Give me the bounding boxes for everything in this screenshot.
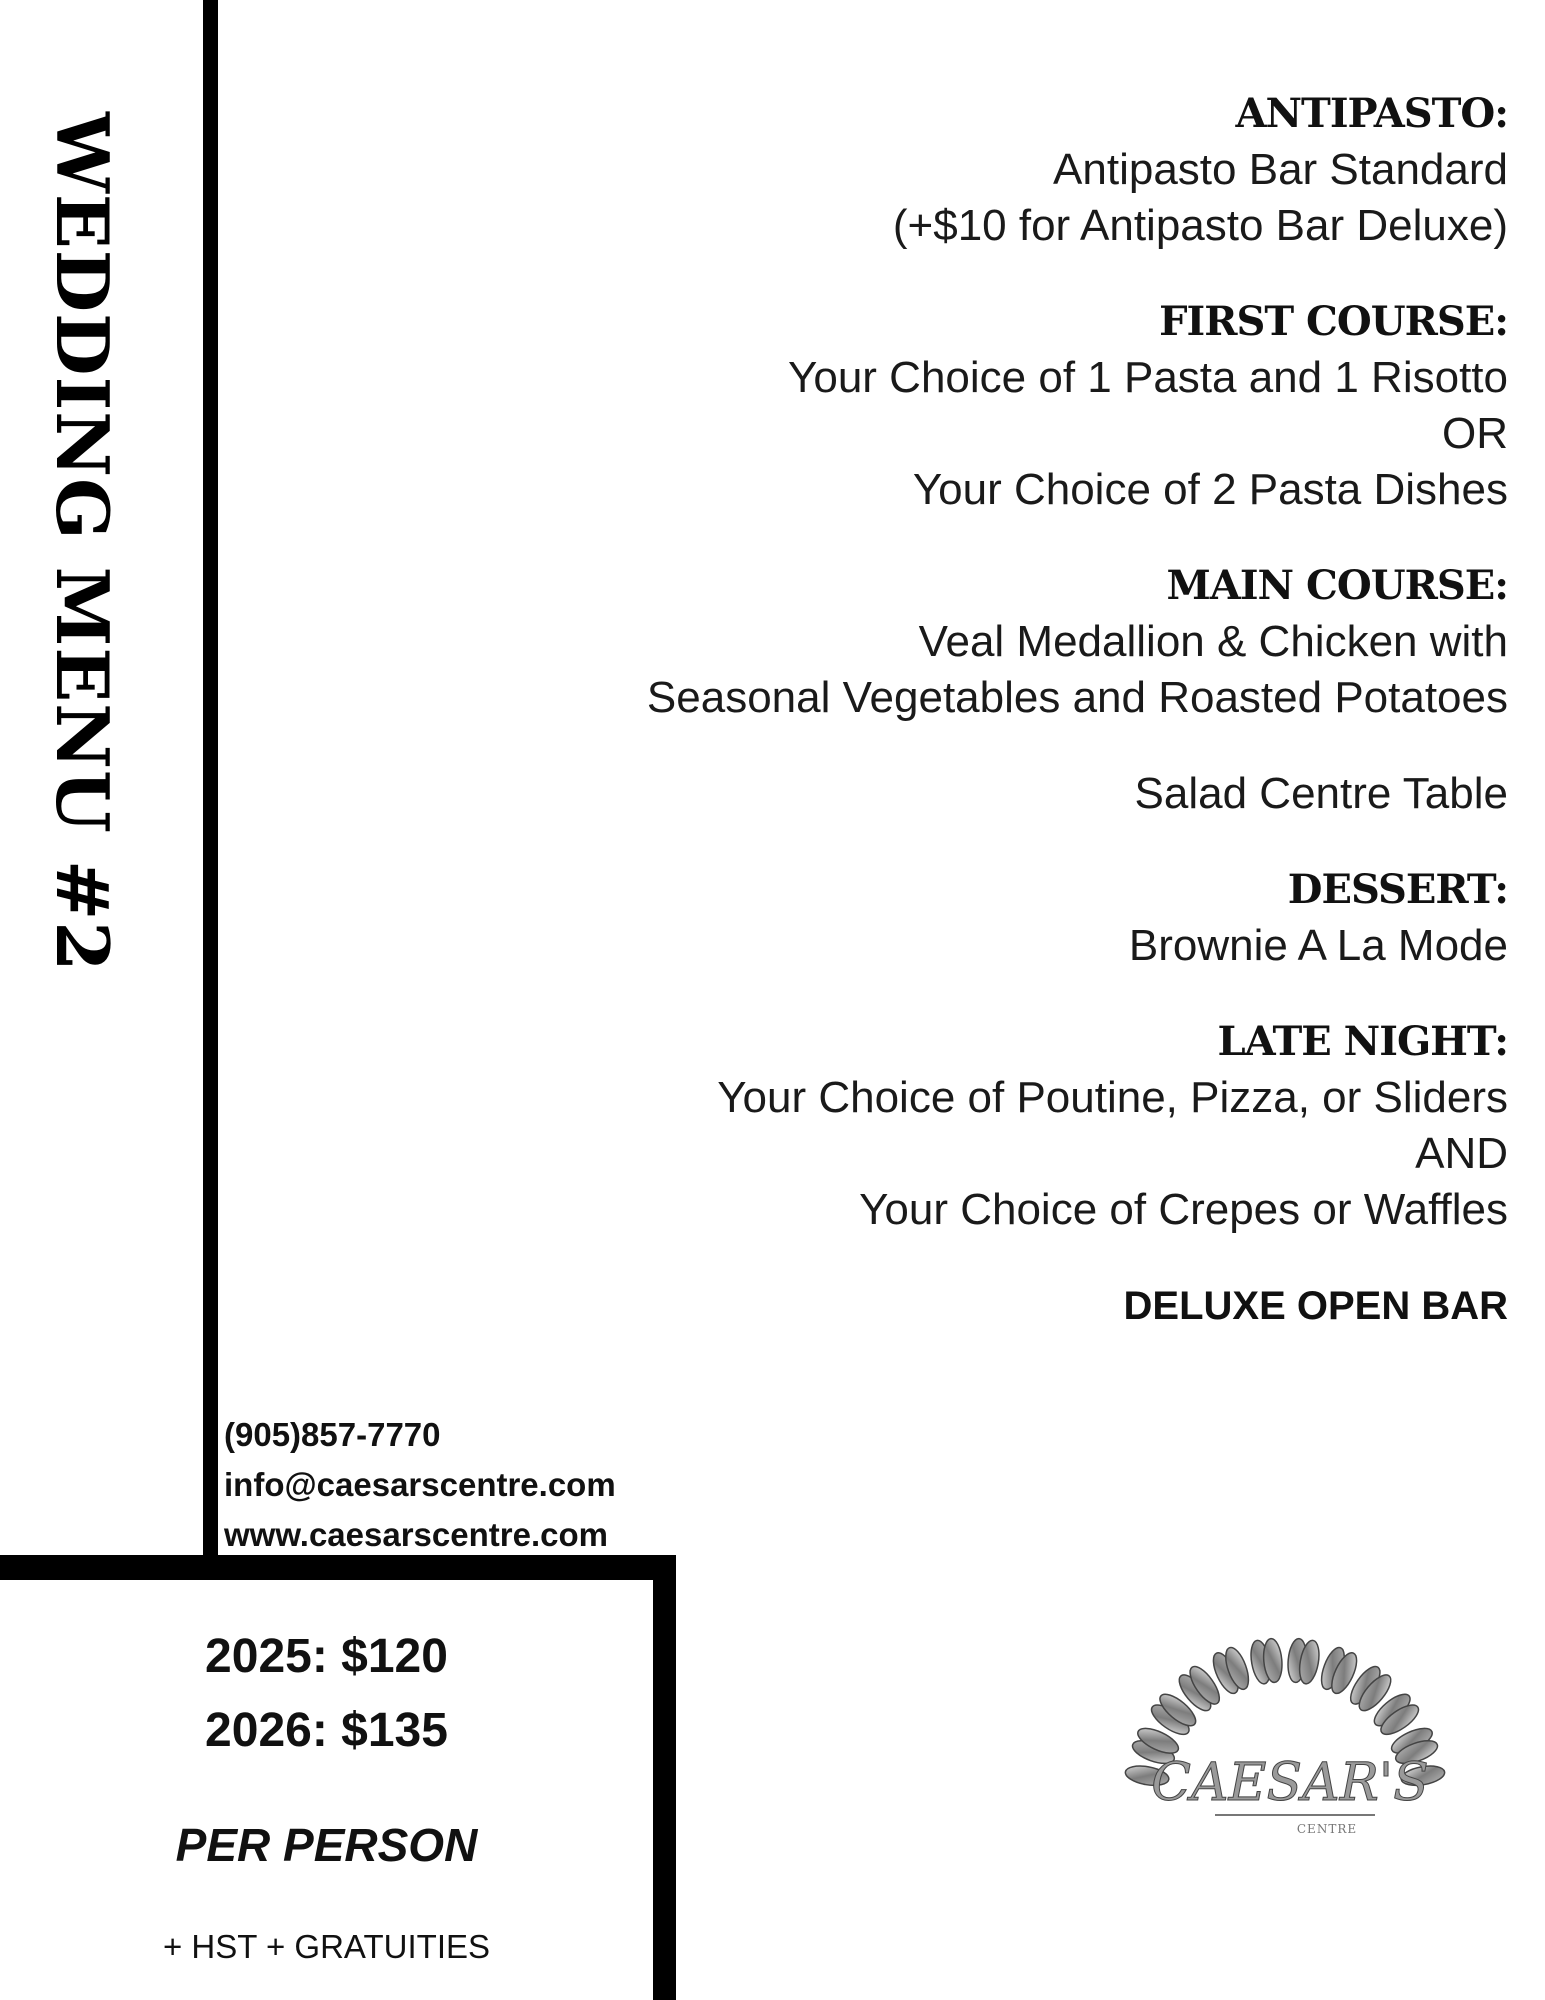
menu-line: AND xyxy=(1415,1129,1508,1178)
section-first-course xyxy=(358,294,1508,518)
section-heading: FIRST COURSE: xyxy=(1159,298,1508,345)
tax-note: + HST + GRATUITIES xyxy=(162,1928,491,1965)
price-box-divider xyxy=(653,1555,676,2000)
menu-title: WEDDING MENU #2 xyxy=(40,112,125,973)
section-dessert xyxy=(358,862,1508,974)
menu-line: OR xyxy=(1442,409,1508,458)
vertical-divider xyxy=(203,0,218,1555)
price-2025: 2025: $120 xyxy=(205,1630,448,1683)
menu-line: Your Choice of 1 Pasta and 1 Risotto xyxy=(788,353,1508,402)
section-heading: LATE NIGHT: xyxy=(1217,1018,1508,1065)
logo-wordmark: CAESAR'S xyxy=(1151,1753,1429,1813)
phone-number: (905)857-7770 xyxy=(224,1416,441,1453)
section-heading: ANTIPASTO: xyxy=(1235,90,1508,137)
website-url: www.caesarscentre.com xyxy=(224,1516,608,1553)
section-main-course xyxy=(358,558,1508,726)
menu-line: Your Choice of Poutine, Pizza, or Sliders xyxy=(717,1073,1508,1122)
menu-line: Your Choice of Crepes or Waffles xyxy=(859,1185,1508,1234)
open-bar-label: DELUXE OPEN BAR xyxy=(1123,1284,1508,1328)
menu-line: (+$10 for Antipasto Bar Deluxe) xyxy=(892,201,1508,250)
menu-line: Salad Centre Table xyxy=(1134,769,1508,818)
menu-line: Brownie A La Mode xyxy=(1128,921,1508,970)
section-late-night xyxy=(358,1014,1508,1238)
logo-subtext: CENTRE xyxy=(1296,1822,1358,1836)
menu-line: Antipasto Bar Standard xyxy=(1053,145,1508,194)
menu-line: Your Choice of 2 Pasta Dishes xyxy=(912,465,1508,514)
section-heading: DESSERT: xyxy=(1287,866,1508,913)
menu-sections xyxy=(358,86,1508,1334)
laurel-wreath-logo xyxy=(1095,1635,1475,1965)
section-antipasto xyxy=(358,86,1508,254)
per-person-label: PER PERSON xyxy=(175,1819,478,1871)
contact-info xyxy=(224,1410,616,1560)
price-2026: 2026: $135 xyxy=(205,1704,448,1757)
email-address: info@caesarscentre.com xyxy=(224,1466,616,1503)
menu-line: Seasonal Vegetables and Roasted Potatoes xyxy=(646,673,1508,722)
pricing-box xyxy=(0,1620,653,1966)
section-salad xyxy=(358,766,1508,822)
section-heading: MAIN COURSE: xyxy=(1166,562,1508,609)
menu-line: Veal Medallion & Chicken with xyxy=(918,617,1508,666)
